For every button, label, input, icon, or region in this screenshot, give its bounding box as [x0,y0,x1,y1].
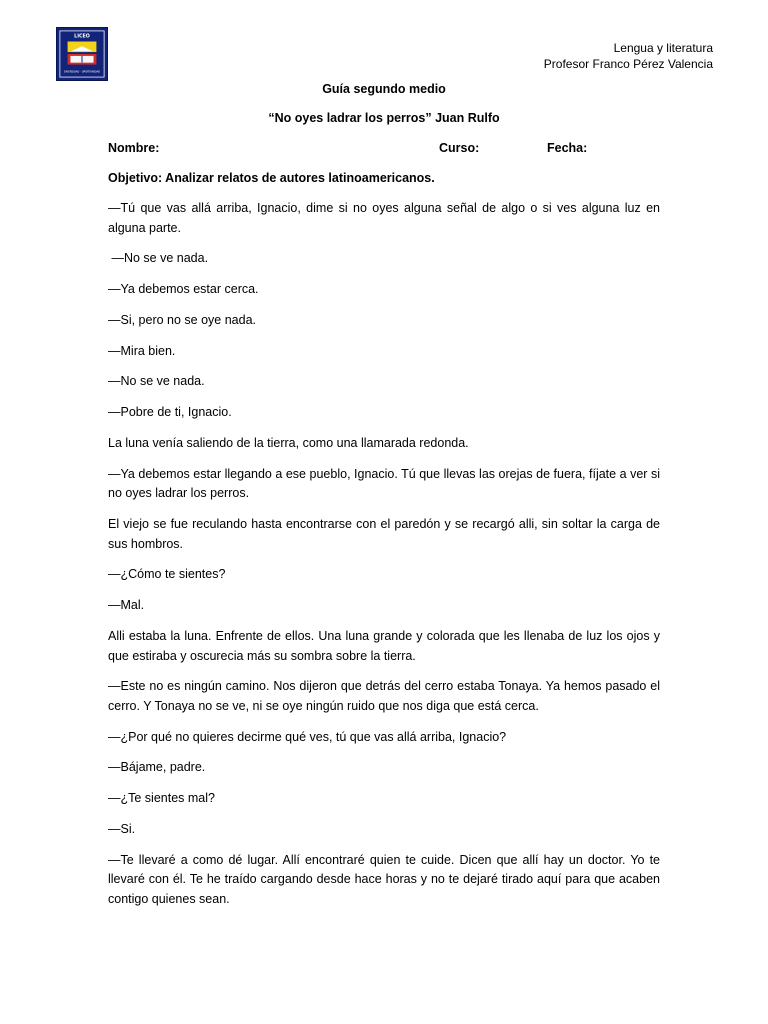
name-field-label: Nombre: [108,141,160,155]
paragraph: —Mira bien. [108,343,176,358]
paragraph: —Tú que vas allá arriba, Ignacio, dime si no oyes alguna señal de algo o si ves alguna luz en alguna parte. [108,201,660,235]
header-info [544,40,713,72]
subject-label: Lengua y literatura [613,41,713,55]
paragraph: —Este no es ningún camino. Nos dijeron que detrás del cerro estaba Tonaya. Ya hemos pasado el cerro. Y Tonaya no se ve, ni se oye ningún ruido que nos diga que está cerca. [108,679,660,713]
story-text [108,199,660,921]
guide-title: Guía segundo medio [322,82,446,96]
paragraph: —¿Por qué no quieres decirme qué ves, tú que vas allá arriba, Ignacio? [108,729,507,744]
paragraph: El viejo se fue reculando hasta encontrarse con el paredón y se recargó alli, sin soltar la carga de sus hombros. [108,517,660,551]
course-field-label: Curso: [439,141,480,155]
student-fields [108,141,660,157]
paragraph: Alli estaba la luna. Enfrente de ellos. Una luna grande y colorada que les llenaba de luz los ojos y que estiraba y oscurecia más su sombra sobre la tierra. [108,629,660,663]
teacher-label: Profesor Franco Pérez Valencia [543,57,713,71]
paragraph: La luna venía saliendo de la tierra, como una llamarada redonda. [108,436,469,451]
paragraph: —¿Cómo te sientes? [108,567,226,582]
paragraph: —No se ve nada. [108,374,205,389]
objective-text: Objetivo: Analizar relatos de autores latinoamericanos. [108,171,435,185]
paragraph: —Pobre de ti, Ignacio. [108,405,232,420]
paragraph: —Si. [108,822,136,837]
school-logo [56,27,108,81]
paragraph: —Ya debemos estar cerca. [108,282,259,297]
date-field-label: Fecha: [547,141,588,155]
paragraph: —Te llevaré a como dé lugar. Allí encontraré quien te cuide. Dicen que allí hay un doctor. Yo te llevaré con él. Te he traído cargando desde hace horas y no te dejaré tirado aquí para que acaben contigo quienes sean. [108,852,660,906]
paragraph: —No se ve nada. [108,251,209,266]
logo-top-text: LICEO [74,34,90,40]
paragraph: —Ya debemos estar llegando a ese pueblo, Ignacio. Tú que llevas las orejas de fuera, fíjate a ver si no oyes ladrar los perros. [108,466,660,501]
story-title: “No oyes ladrar los perros” Juan Rulfo [268,111,500,125]
paragraph: —¿Te sientes mal? [108,791,215,806]
logo-bottom-text: DIVERSIDAD · OPORTUNIDAD [63,70,101,74]
paragraph: —Si, pero no se oye nada. [108,312,257,327]
paragraph: —Mal. [108,598,145,613]
paragraph: —Bájame, padre. [108,760,206,775]
